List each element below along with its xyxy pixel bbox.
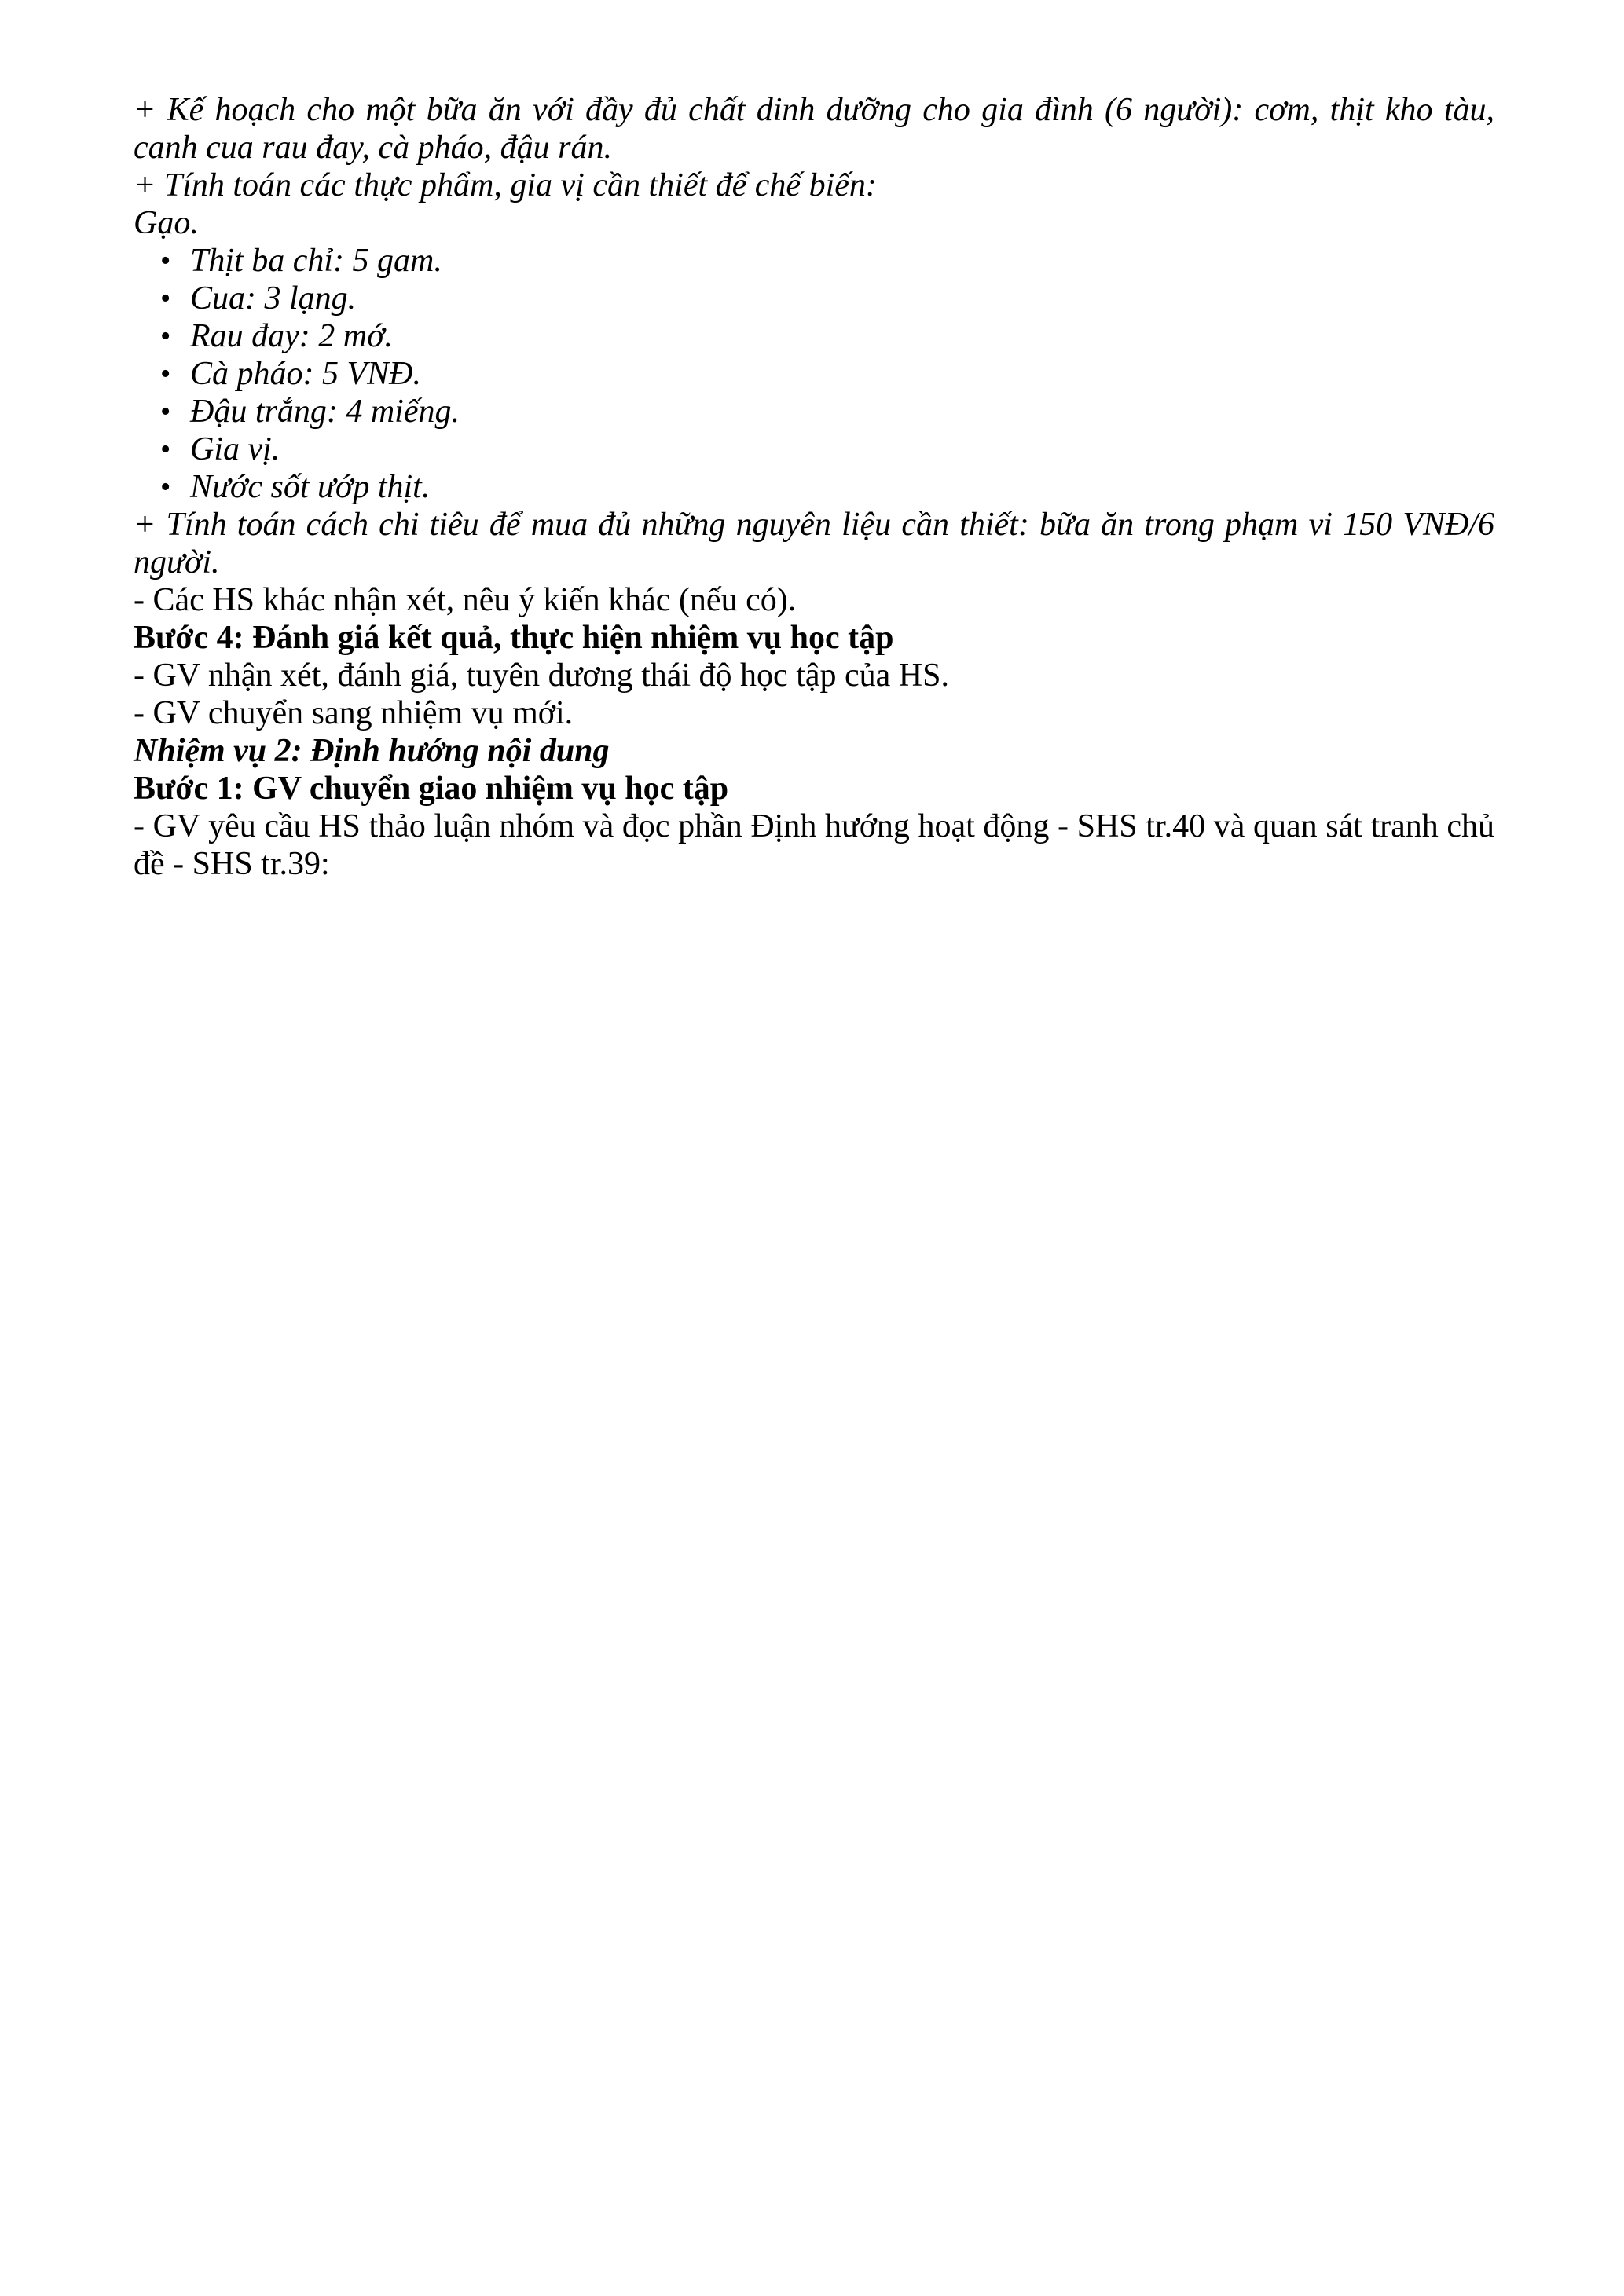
list-item-text: Gia vị.: [190, 431, 280, 467]
paragraph-calc-spending: + Tính toán cách chi tiêu để mua đủ những nguyên liệu cần thiết: bữa ăn trong phạm vi 150 VNĐ/6 người.: [134, 507, 1494, 580]
list-item-text: Nước sốt ướp thịt.: [190, 469, 431, 505]
bullet-icon: •: [160, 320, 171, 353]
document-content: [134, 91, 1494, 883]
ingredient-list: [134, 242, 1494, 506]
list-item: [134, 468, 1494, 506]
heading-step-4: Bước 4: Đánh giá kết quả, thực hiện nhiệm vụ học tập: [134, 620, 894, 656]
heading-step-1: Bước 1: GV chuyển giao nhiệm vụ học tập: [134, 771, 729, 807]
paragraph-gv-request: - GV yêu cầu HS thảo luận nhóm và đọc phần Định hướng hoạt động - SHS tr.40 và quan sát tranh chủ đề - SHS tr.39:: [134, 808, 1494, 882]
paragraph-other-students-comment: - Các HS khác nhận xét, nêu ý kiến khác (nếu có).: [134, 582, 797, 618]
bullet-icon: •: [160, 357, 171, 390]
bullet-icon: •: [160, 471, 171, 504]
list-item: [134, 280, 1494, 317]
paragraph-gv-next-task: - GV chuyển sang nhiệm vụ mới.: [134, 695, 574, 731]
list-item: [134, 317, 1494, 355]
list-item: [134, 355, 1494, 393]
list-item-text: Rau đay: 2 mớ.: [190, 318, 394, 354]
list-item-text: Cà pháo: 5 VNĐ.: [190, 356, 421, 392]
list-item-text: Thịt ba chỉ: 5 gam.: [190, 243, 442, 279]
list-item: [134, 393, 1494, 430]
paragraph-calc-ingredients-intro: + Tính toán các thực phẩm, gia vị cần thiết để chế biến:: [134, 167, 877, 203]
list-item-text: Đậu trắng: 4 miếng.: [190, 394, 460, 430]
list-item: [134, 430, 1494, 468]
list-item-text: Cua: 3 lạng.: [190, 280, 357, 317]
paragraph-meal-plan: + Kế hoạch cho một bữa ăn với đầy đủ chất dinh dưỡng cho gia đình (6 người): cơm, thịt kho tàu, canh cua rau đay, cà pháo, đậu rán.: [134, 92, 1494, 166]
heading-task-2: Nhiệm vụ 2: Định hướng nội dung: [134, 733, 610, 769]
paragraph-rice: Gạo.: [134, 205, 199, 241]
bullet-icon: •: [160, 395, 171, 428]
bullet-icon: •: [160, 244, 171, 277]
bullet-icon: •: [160, 282, 171, 315]
list-item: [134, 242, 1494, 280]
bullet-icon: •: [160, 433, 171, 466]
paragraph-gv-feedback: - GV nhận xét, đánh giá, tuyên dương thái độ học tập của HS.: [134, 657, 949, 694]
